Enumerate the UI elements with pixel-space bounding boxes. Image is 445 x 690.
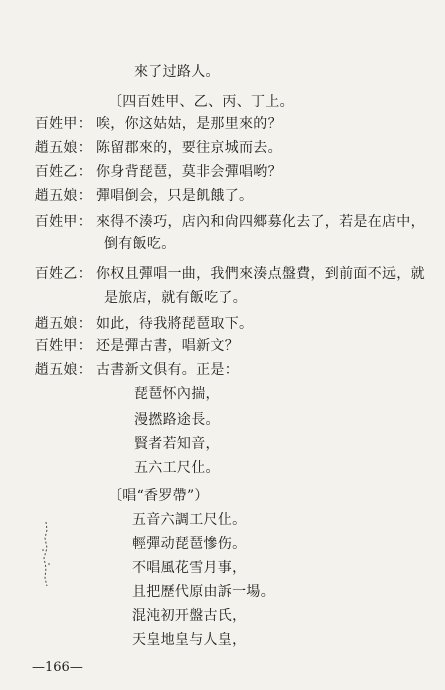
dialogue-text: 古書新文俱有。正是： [96, 362, 239, 378]
speaker-label: 趙五娘： [34, 362, 92, 378]
dialogue-text: 是旅店，就有飯吃了。 [104, 290, 247, 306]
verse-line-4: 五六工尺仩。 [134, 460, 220, 476]
dialogue-text: 如此，待我將琵琶取下。 [96, 316, 254, 332]
page-number: —166— [32, 660, 83, 675]
speaker-label: 百姓甲： [34, 116, 92, 132]
verse-line-6: 輕彈动琵琶慘伤。 [132, 536, 247, 552]
speaker-label: 百姓甲： [34, 338, 92, 354]
stage-direction-2: 〔唱“香罗帶”） [108, 488, 209, 504]
speaker-label: 趙五娘： [34, 140, 92, 156]
dialogue-text: 还是彈古書，唱新文？ [96, 338, 239, 354]
dialogue-text: 倒有飯吃。 [104, 236, 176, 252]
speaker-label: 百姓乙： [34, 266, 92, 282]
text-line-1: 來了过路人。 [134, 64, 220, 80]
verse-line-8: 且把歷代原由訴一場。 [132, 584, 275, 600]
speaker-label: 趙五娘： [34, 188, 92, 204]
speaker-label: 趙五娘： [34, 316, 92, 332]
dialogue-text: 來得不湊巧，店內和尙四郷募化去了，若是在店中， [96, 214, 425, 230]
verse-line-7: 不唱風花雪月事， [132, 560, 247, 576]
dialogue-text: 陈留郡來的，要往京城而去。 [96, 140, 282, 156]
speaker-label: 百姓甲： [34, 214, 92, 230]
verse-line-10: 天皇地皇与人皇， [132, 632, 247, 648]
dialogue-text: 彈唱倒会，只是飢餓了。 [96, 188, 254, 204]
verse-line-9: 混沌初开盤古氏， [132, 608, 247, 624]
dialogue-text: 你权且彈唱一曲，我們來湊点盤費，到前面不远，就 [96, 266, 425, 282]
dialogue-text: 你身背琵琶，莫非会彈唱哟？ [96, 164, 282, 180]
verse-line-1: 琵琶怀內揣， [134, 386, 220, 402]
dialogue-text: 唉，你这姑姑，是那里來的？ [96, 116, 282, 132]
verse-line-5: 五音六調工尺仩。 [132, 512, 247, 528]
verse-line-2: 漫撚路途長。 [134, 412, 220, 428]
stage-direction-1: 〔四百姓甲、乙、丙、丁上。 [108, 94, 294, 110]
speaker-label: 百姓乙： [34, 164, 92, 180]
ink-smudge-mark [38, 520, 54, 590]
verse-line-3: 賢者若知音， [134, 436, 220, 452]
